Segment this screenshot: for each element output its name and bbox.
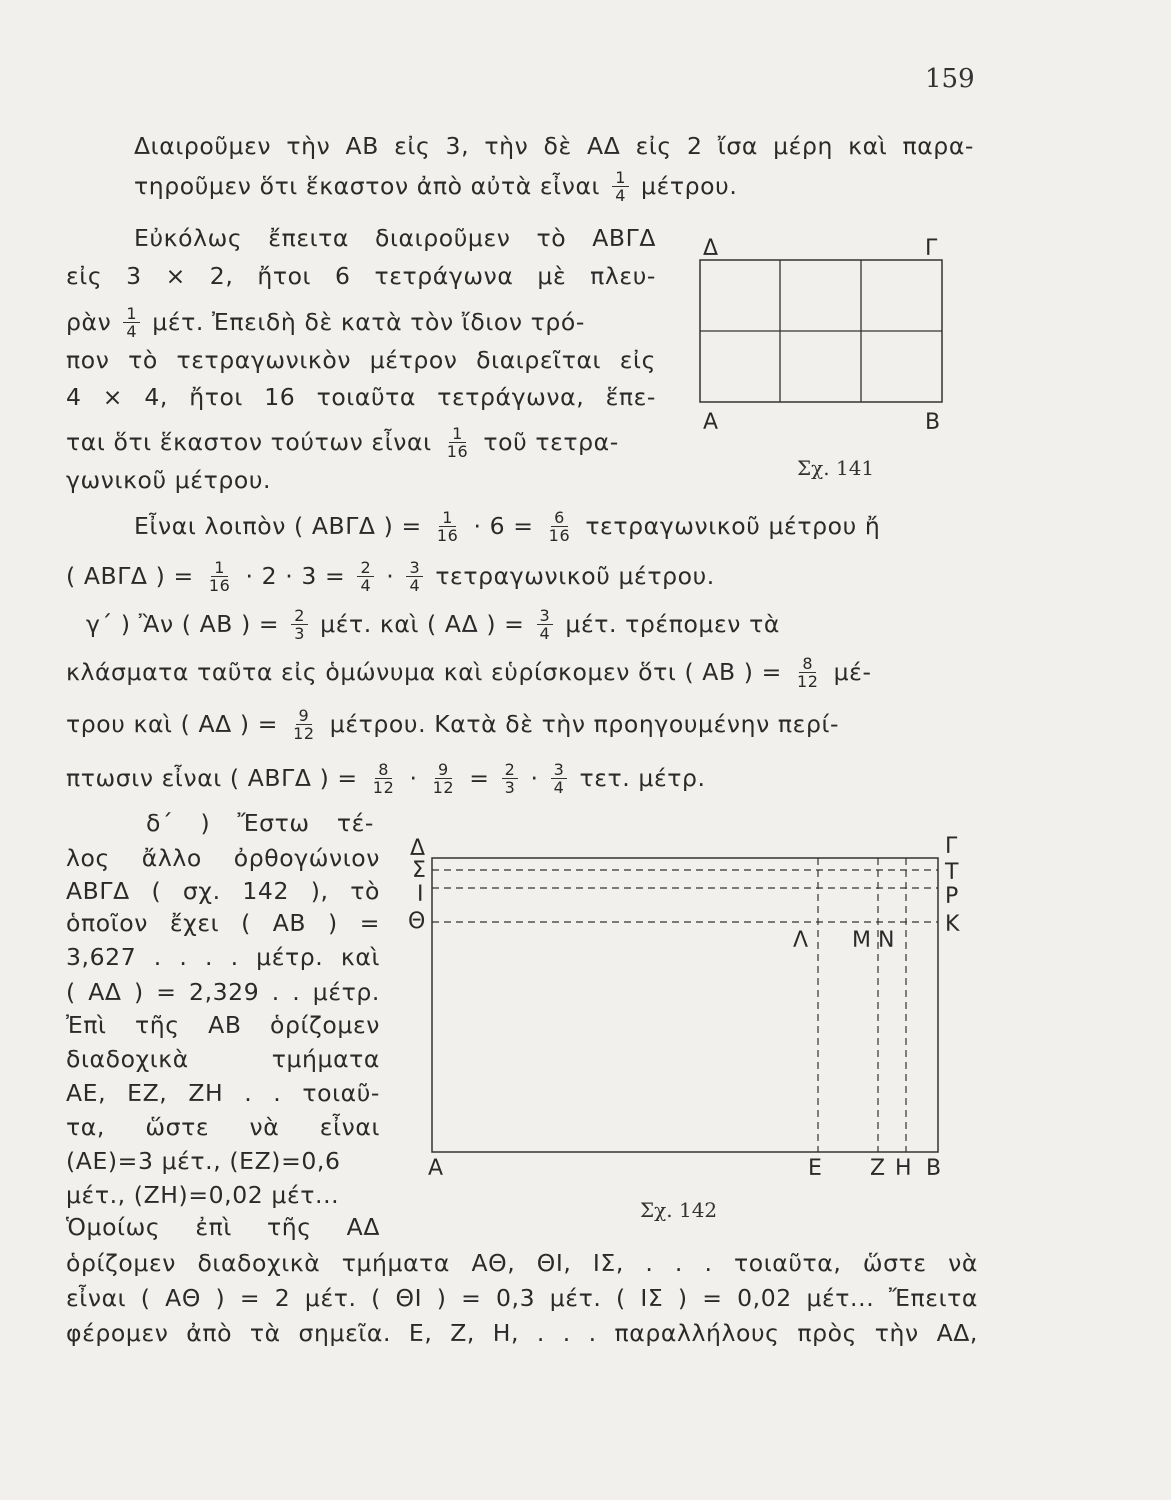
denominator: 4 <box>539 624 551 643</box>
text-span: μέτρου. Κατὰ δὲ τὴν προηγουμένην περί- <box>329 710 840 738</box>
numerator: 1 <box>211 559 228 577</box>
numerator: 3 <box>537 607 554 625</box>
text-span: πτωσιν εἶναι ( ΑΒΓΔ ) = <box>66 764 358 792</box>
fraction <box>551 761 568 796</box>
text-span: τετραγωνικοῦ μέτρου ἤ <box>585 512 881 540</box>
numerator: 1 <box>612 169 629 187</box>
text-span: μέτ. καὶ ( ΑΔ ) = <box>320 610 525 638</box>
fraction <box>434 509 462 544</box>
numerator: 1 <box>123 305 140 323</box>
text-span: τετραγωνικοῦ μέτρου. <box>435 562 715 590</box>
text-span: μέτ. τρέπομεν τὰ <box>565 610 780 638</box>
text-line: Ὁμοίως ἐπὶ τῆς ΑΔ <box>66 1213 380 1241</box>
fraction <box>357 559 374 594</box>
numerator: 9 <box>435 761 452 779</box>
vertex-label: Λ <box>793 928 809 953</box>
text-line: 4 × 4, ἤτοι 16 τοιαῦτα τετράγωνα, ἕπε- <box>66 383 656 411</box>
fraction <box>291 607 308 642</box>
denominator: 12 <box>432 778 455 797</box>
text-line <box>66 306 585 341</box>
numerator: 9 <box>296 707 313 725</box>
text-line: ΑΒΓΔ ( σχ. 142 ), τὸ <box>66 877 380 905</box>
figure-caption: Σχ. 142 <box>640 1198 718 1222</box>
numerator: 1 <box>439 509 456 527</box>
equation-line <box>86 608 780 643</box>
vertex-label: Δ <box>703 236 719 261</box>
vertex-label: Θ <box>408 909 426 934</box>
text-line: (ΑΕ)=3 μέτ., (ΕΖ)=0,6 <box>66 1147 341 1175</box>
text-line: πον τὸ τετραγωνικὸν μέτρον διαιρεῖται εἰς <box>66 346 656 374</box>
fraction <box>546 509 574 544</box>
vertex-label: Σ <box>412 858 426 883</box>
vertex-label: Γ <box>925 236 938 261</box>
text-line: τα, ὥστε νὰ εἶναι <box>66 1113 380 1141</box>
text-line: λος ἄλλο ὀρθογώνιον <box>66 844 380 872</box>
text-line: γωνικοῦ μέτρου. <box>66 466 272 494</box>
text-span: ρὰν <box>66 308 112 336</box>
numerator: 1 <box>449 425 466 443</box>
figure-141 <box>690 230 960 480</box>
text-line: 3,627 . . . . μέτρ. καὶ <box>66 943 380 971</box>
text-span: μέτ. Ἐπειδὴ δὲ κατὰ τὸν ἴδιον τρό- <box>152 308 585 336</box>
vertex-label: Μ <box>852 928 871 953</box>
denominator: 3 <box>294 624 306 643</box>
numerator: 2 <box>291 607 308 625</box>
vertex-label: Ε <box>808 1156 822 1181</box>
equation-line <box>134 510 880 545</box>
vertex-label: Η <box>895 1156 912 1181</box>
text-line <box>134 170 737 205</box>
text-span: · <box>530 764 539 792</box>
denominator: 4 <box>615 186 626 205</box>
vertex-label: Β <box>925 410 941 435</box>
denominator: 12 <box>293 724 315 743</box>
text-line: Εὐκόλως ἔπειτα διαιροῦμεν τὸ ΑΒΓΔ <box>134 224 656 252</box>
denominator: 16 <box>208 576 231 595</box>
equation-line <box>66 560 715 595</box>
text-line: ΑΕ, ΕΖ, ΖΗ . . τοιαῦ- <box>66 1079 380 1107</box>
vertex-label: Δ <box>410 836 426 861</box>
vertex-label: Ι <box>417 882 424 907</box>
fraction <box>123 305 140 340</box>
denominator: 16 <box>446 442 469 461</box>
vertex-label: Κ <box>945 912 960 937</box>
fraction <box>502 761 519 796</box>
page-number: 159 <box>925 64 975 94</box>
text-line: εἶναι ( ΑΘ ) = 2 μέτ. ( ΘΙ ) = 0,3 μέτ. ( ΙΣ ) = 0,02 μέτ... Ἔπειτα <box>66 1284 978 1312</box>
denominator: 12 <box>372 778 395 797</box>
numerator: 2 <box>357 559 374 577</box>
text-span: · 2 · 3 = <box>245 562 346 590</box>
text-span: μέ- <box>833 658 872 686</box>
text-line <box>66 426 619 461</box>
text-span: = <box>469 764 490 792</box>
vertex-label: Ζ <box>870 1156 886 1181</box>
numerator: 2 <box>502 761 519 779</box>
numerator: 3 <box>406 559 423 577</box>
fraction <box>444 425 472 460</box>
text-line: ὁποῖον ἔχει ( ΑΒ ) = <box>66 909 380 937</box>
text-line: δ΄ ) Ἔστω τέ- <box>146 809 374 837</box>
figure-142 <box>420 840 960 1160</box>
numerator: 3 <box>551 761 568 779</box>
text-span: κλάσματα ταῦτα εἰς ὁμώνυμα καὶ εὑρίσκομεν ὅτι ( ΑΒ ) = <box>66 658 782 686</box>
vertex-label: Ρ <box>945 884 959 909</box>
text-line: ( ΑΔ ) = 2,329 . . μέτρ. <box>66 978 380 1006</box>
text-line: μέτ., (ΖΗ)=0,02 μέτ... <box>66 1181 340 1209</box>
text-span: μέτρου. <box>641 172 738 200</box>
vertex-label: Β <box>926 1156 942 1181</box>
vertex-label: Τ <box>945 860 959 885</box>
fraction <box>794 655 822 690</box>
vertex-label: Γ <box>945 834 958 859</box>
text-span: Εἶναι λοιπὸν ( ΑΒΓΔ ) = <box>134 512 422 540</box>
text-line: εἰς 3 × 2, ἤτοι 6 τετράγωνα μὲ πλευ- <box>66 262 656 290</box>
rectangle <box>432 858 938 1152</box>
denominator: 3 <box>504 778 516 797</box>
text-span: τοῦ τετρα- <box>483 428 619 456</box>
equation-line <box>66 762 706 797</box>
fraction <box>290 707 318 742</box>
denominator: 16 <box>436 526 459 545</box>
numerator: 8 <box>375 761 392 779</box>
text-span: τρου καὶ ( ΑΔ ) = <box>66 710 279 738</box>
text-span: τετ. μέτρ. <box>579 764 706 792</box>
denominator: 16 <box>548 526 571 545</box>
denominator: 4 <box>409 576 421 595</box>
text-span: ( ΑΒΓΔ ) = <box>66 562 194 590</box>
fraction <box>206 559 234 594</box>
fraction <box>406 559 423 594</box>
text-span: · <box>386 562 395 590</box>
vertex-label: Α <box>703 410 719 435</box>
equation-line <box>66 708 839 743</box>
fraction <box>370 761 398 796</box>
text-span: · <box>409 764 418 792</box>
denominator: 12 <box>796 672 819 691</box>
text-span: τηροῦμεν ὅτι ἕκαστον ἀπὸ αὐτὰ εἶναι <box>134 172 601 200</box>
fraction <box>612 169 629 204</box>
denominator: 4 <box>360 576 372 595</box>
fraction <box>430 761 458 796</box>
text-line: Ἐπὶ τῆς ΑΒ ὁρίζομεν <box>66 1011 380 1039</box>
numerator: 8 <box>799 655 816 673</box>
text-span: ται ὅτι ἕκαστον τούτων εἶναι <box>66 428 432 456</box>
text-line: Διαιροῦμεν τὴν ΑΒ εἰς 3, τὴν δὲ ΑΔ εἰς 2 ἴσα μέρη καὶ παρα- <box>134 132 974 160</box>
text-line: φέρομεν ἀπὸ τὰ σημεῖα. Ε, Ζ, Η, . . . παραλλήλους πρὸς τὴν ΑΔ, <box>66 1319 978 1347</box>
denominator: 4 <box>553 778 565 797</box>
text-line: ὁρίζομεν διαδοχικὰ τμήματα ΑΘ, ΘΙ, ΙΣ, . . . τοιαῦτα, ὥστε νὰ <box>66 1249 978 1277</box>
fraction <box>537 607 554 642</box>
vertex-label: Ν <box>878 928 895 953</box>
text-line: διαδοχικὰ τμήματα <box>66 1045 380 1073</box>
equation-line <box>66 656 872 691</box>
numerator: 6 <box>551 509 568 527</box>
text-span: · 6 = <box>473 512 534 540</box>
denominator: 4 <box>126 322 138 341</box>
vertex-label: Α <box>428 1156 444 1181</box>
text-span: γ΄ ) Ἂν ( ΑΒ ) = <box>86 610 280 638</box>
figure-caption: Σχ. 141 <box>797 456 875 480</box>
